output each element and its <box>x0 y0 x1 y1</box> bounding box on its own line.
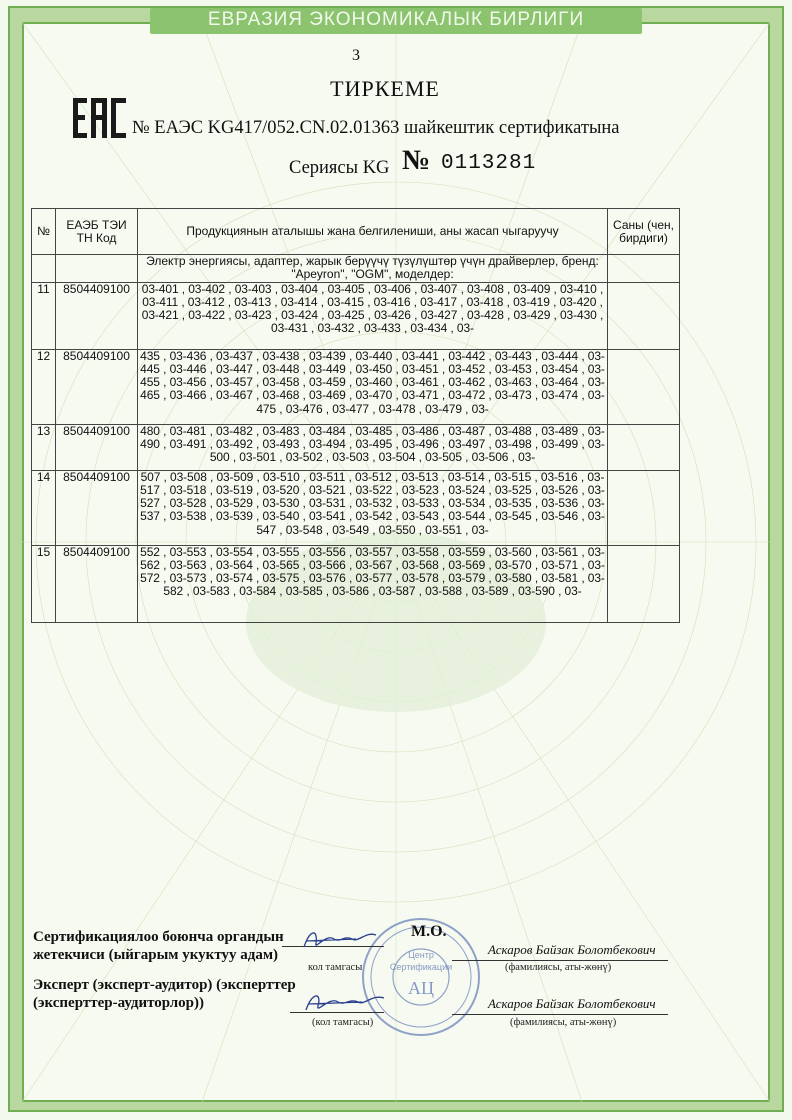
head-name-line <box>452 960 668 961</box>
table-row <box>32 545 680 622</box>
series-number: 0113281 <box>441 152 537 175</box>
expert-name-line <box>452 1014 668 1015</box>
row-quantity <box>608 349 680 424</box>
table-row <box>32 470 680 545</box>
document-title: ТИРКЕМЕ <box>330 76 440 101</box>
head-name: Аскаров Байзак Болотбекович <box>488 942 656 957</box>
row-code: 8504409100 <box>56 545 138 622</box>
row-models: 480 , 03-481 , 03-482 , 03-483 , 03-484 , 03-485 , 03-486 , 03-487 , 03-488 , 03-489 , 03-490 , 03-491 , 03-492 , 03-493 , 03-494 , 03-495 , 03-496 , 03-497 , 03-498 , 03-499 , 03-500 , 03-501 , 03-502 , 03-503 , 03-504 , 03-505 , 03-506 , 03- <box>138 424 608 470</box>
row-quantity <box>608 545 680 622</box>
row-models: 507 , 03-508 , 03-509 , 03-510 , 03-511 , 03-512 , 03-513 , 03-514 , 03-515 , 03-516 , 03-517 , 03-518 , 03-519 , 03-520 , 03-521 , 03-522 , 03-523 , 03-524 , 03-525 , 03-526 , 03-527 , 03-528 , 03-529 , 03-530 , 03-531 , 03-532 , 03-533 , 03-534 , 03-535 , 03-536 , 03-537 , 03-538 , 03-539 , 03-540 , 03-541 , 03-542 , 03-543 , 03-544 , 03-545 , 03-546 , 03-547 , 03-548 , 03-549 , 03-550 , 03-551 , 03- <box>138 470 608 545</box>
certificate-reference: № ЕАЭС KG417/052.CN.02.01363 шайкештик сертификатына <box>132 118 620 138</box>
head-name-caption: (фамилиясы, аты-жөнү) <box>505 962 612 973</box>
expert-signature <box>300 988 388 1016</box>
expert-role-label: Эксперт (эксперт-аудитор) (эксперттер (эксперттер-аудиторлор)) <box>33 977 296 1011</box>
eac-logo <box>71 94 131 142</box>
table-row <box>32 282 680 349</box>
intro-description: Электр энергиясы, адаптер, жарык берүүчү түзүлүштөр үчүн драйверлер, бренд: "Apeyron", "OGM", моделдер: <box>138 255 608 283</box>
seal-label: М.О. <box>411 923 447 940</box>
page-number: 3 <box>352 47 360 64</box>
expert-name: Аскаров Байзак Болотбекович <box>488 996 656 1011</box>
svg-text:Сертификации: Сертификации <box>389 962 453 972</box>
header-no: № <box>32 209 56 255</box>
series-label: Сериясы KG <box>289 158 390 178</box>
expert-name-caption: (фамилиясы, аты-жөнү) <box>510 1017 617 1028</box>
row-number: 11 <box>32 282 56 349</box>
row-code: 8504409100 <box>56 349 138 424</box>
header-band-text: ЕВРАЗИЯ ЭКОНОМИКАЛЫК БИРЛИГИ <box>207 9 585 30</box>
stamp-text: Центр <box>408 950 434 960</box>
row-quantity <box>608 424 680 470</box>
header-code: ЕАЭБ ТЭИ ТН Код <box>56 209 138 255</box>
table-row <box>32 349 680 424</box>
expert-signature-caption: (кол тамгасы) <box>312 1017 374 1028</box>
header-quantity: Саны (чен, бирдиги) <box>608 209 680 255</box>
row-models: 03-401 , 03-402 , 03-403 , 03-404 , 03-405 , 03-406 , 03-407 , 03-408 , 03-409 , 03-410 , 03-411 , 03-412 , 03-413 , 03-414 , 03-415 , 03-416 , 03-417 , 03-418 , 03-419 , 03-420 , 03-421 , 03-422 , 03-423 , 03-424 , 03-425 , 03-426 , 03-427 , 03-428 , 03-429 , 03-430 , 03-431 , 03-432 , 03-433 , 03-434 , 03- <box>138 282 608 349</box>
row-number: 13 <box>32 424 56 470</box>
row-models: 552 , 03-553 , 03-554 , 03-555 , 03-556 , 03-557 , 03-558 , 03-559 , 03-560 , 03-561 , 03-562 , 03-563 , 03-564 , 03-565 , 03-566 , 03-567 , 03-568 , 03-569 , 03-570 , 03-571 , 03-572 , 03-573 , 03-574 , 03-575 , 03-576 , 03-577 , 03-578 , 03-579 , 03-580 , 03-581 , 03-582 , 03-583 , 03-584 , 03-585 , 03-586 , 03-587 , 03-588 , 03-589 , 03-590 , 03- <box>138 545 608 622</box>
head-role-label: Сертификациялоо боюнча органдын жетекчиси (ыйгарым укуктуу адам) <box>33 929 284 963</box>
row-code: 8504409100 <box>56 282 138 349</box>
row-number: 14 <box>32 470 56 545</box>
row-models: 435 , 03-436 , 03-437 , 03-438 , 03-439 , 03-440 , 03-441 , 03-442 , 03-443 , 03-444 , 03-445 , 03-446 , 03-447 , 03-448 , 03-449 , 03-450 , 03-451 , 03-452 , 03-453 , 03-454 , 03-455 , 03-456 , 03-457 , 03-458 , 03-459 , 03-460 , 03-461 , 03-462 , 03-463 , 03-464 , 03-465 , 03-466 , 03-467 , 03-468 , 03-469 , 03-470 , 03-471 , 03-472 , 03-473 , 03-474 , 03-475 , 03-476 , 03-477 , 03-478 , 03-479 , 03- <box>138 349 608 424</box>
row-code: 8504409100 <box>56 470 138 545</box>
header-description: Продукциянын аталышы жана белгилениши, аны жасап чыгаруучу <box>138 209 608 255</box>
svg-text:АЦ: АЦ <box>408 978 434 998</box>
row-number: 12 <box>32 349 56 424</box>
row-quantity <box>608 282 680 349</box>
table-row <box>32 424 680 470</box>
table-row-intro <box>32 255 680 283</box>
series-number-sign: № <box>402 145 431 176</box>
head-signature-caption: кол тамгасы <box>308 962 363 973</box>
table-header-row <box>32 209 680 255</box>
row-code: 8504409100 <box>56 424 138 470</box>
row-number: 15 <box>32 545 56 622</box>
products-table <box>31 208 680 623</box>
head-signature <box>296 925 386 953</box>
row-quantity <box>608 470 680 545</box>
